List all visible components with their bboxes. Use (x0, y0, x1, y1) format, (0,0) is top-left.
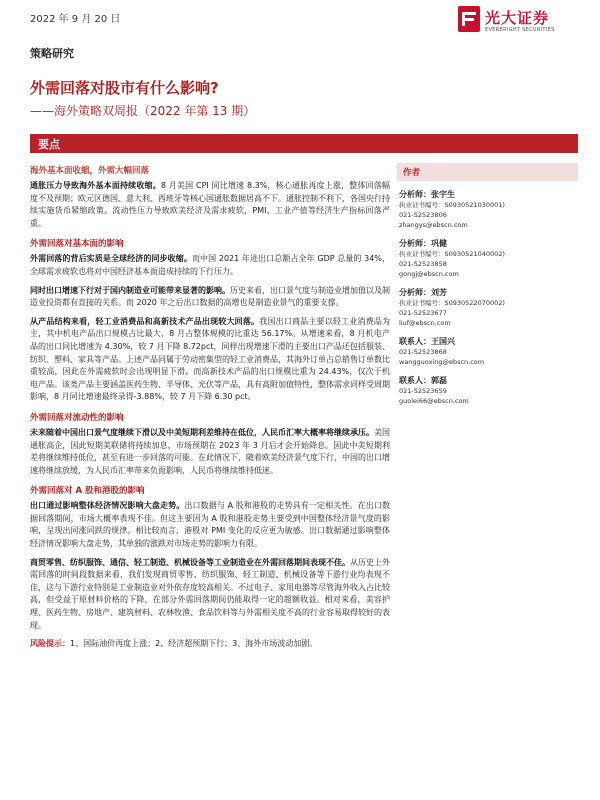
main-content (30, 163, 390, 650)
paragraph-lead: 未来随着中国出口景气度继续下滑以及中美短期利差维持在低位，人民币汇率大概率将继续承压。 (30, 427, 374, 437)
paragraph-body: 历史来看，出口景气度与制造业增加值以及制造业投资都有直接的关系。而 2020 年之后出口数据的高增也是制造业景气的重要支撑。 (30, 285, 390, 308)
section-heading: 外需回落对 A 股和港股的影响 (30, 486, 145, 497)
report-date: 2022 年 9 月 20 日 (30, 14, 121, 25)
analyst-cert: 执业证书编号：S0930521030001) (399, 201, 505, 209)
analyst-phone: 021-52523677 (399, 309, 447, 317)
analyst-cert: 执业证书编号：S0930521040002) (399, 250, 505, 258)
report-category: 策略研究 (30, 47, 74, 60)
sidebar-heading: 作者 (397, 163, 578, 181)
paragraph (30, 285, 390, 310)
brand-logo (458, 6, 578, 38)
everbright-logo-icon (458, 6, 480, 32)
report-title: 外需回落对股市有什么影响? (30, 79, 219, 97)
risk-label: 风险提示： (30, 639, 70, 649)
author-sidebar (397, 163, 578, 406)
report-subtitle: ——海外策略双周报（2022 年第 13 期） (30, 104, 256, 118)
logo-text-cn: 光大证券 (485, 9, 550, 27)
paragraph-lead: 同时出口增速下行对于国内制造业可能带来显著的影响。 (30, 285, 230, 295)
analyst-name: 分析师：巩健 (399, 239, 447, 248)
analyst-card (397, 238, 578, 279)
section-heading: 海外基本面收缩，外需大幅回落 (30, 166, 150, 176)
section-heading: 外需回落对流动性的影响 (30, 412, 124, 423)
paragraph (30, 253, 390, 278)
contact-email[interactable]: wangguoxing@ebscn.com (399, 358, 485, 366)
risk-warning (30, 638, 390, 650)
analyst-cert: 执业证书编号：S0930522070002) (399, 299, 505, 307)
section-bar (30, 134, 578, 153)
paragraph-body: 我国出口商品主要以轻工业消费品为主，其中机电产品出口规模占比最大，8 月占整体规模的比重达 56.17%。从增速来看，8 月机电产品的出口同比增速为 4.30%，较 7 月下降 8.72pct，同样出现增速下滑的主要出口产品还包括服装、纺织、塑料、家具等产品。上述产品同属于劳动密集型的轻工业消费品，其海外订单占总销售订单数比重较高，因此在外需疲软时会出现明显下滑。而高新技术产品的出口规模比重为 24.43%，仅次于机电产品。该类产品主要涵盖医药生物、半导体、光伏等产品，具有高附加值特性，整体需求同样受周期影响，8 月同比增速最终录得-3.88%，较 7 月下降 6.30 pct。 (30, 316, 391, 402)
paragraph-body: 出口数据与 A 股和港股的走势具有一定相关性。在出口数据回落期间，市场大概率表现不佳。但这主要因为 A 股和港股走势主要受到中国整体经济景气度的影响，呈现出同涨同跌的规律。相比较而言，港股对 PMI 变化的反应更为敏感。出口数据通过影响整体经济情况影响大盘走势，其单独的涨跌对市场走势的影响力有限。 (30, 501, 391, 549)
analyst-card (397, 189, 578, 230)
paragraph-lead: 从产品结构来看，轻工业消费品和高新技术产品出现较大回落。 (30, 316, 260, 326)
analyst-name: 分析师：刘芳 (399, 288, 447, 297)
analyst-email[interactable]: liuf@ebscn.com (399, 319, 451, 327)
contact-phone: 021-52523868 (399, 348, 447, 356)
risk-text: 1、国际油价再度上涨；2、经济超预期下行；3、海外市场波动加剧。 (70, 639, 318, 649)
contact-phone: 021-52523659 (399, 387, 447, 395)
paragraph-lead: 外需回落的背后实质是全球经济的同步收缩。 (30, 254, 192, 264)
paragraph-body: 美国通胀高企，因此短期美联储将持续加息，市场预期在 2023 年 3 月后才会开始降息。因此中美短期利差将继续维持低位，甚至有进一步回落的可能。在此情况下，随着欧美经济景气度下行，中国的出口增速将继续放缓，为人民币汇率带来负面影响，人民币将继续维持低迷。 (30, 427, 390, 475)
paragraph (30, 500, 390, 550)
paragraph (30, 316, 390, 404)
paragraph-body: 从历史上外需回落的时间段数据来看，我们发现商贸零售、纺织服饰、轻工制造、机械设备等下游行业均表现不佳，这与下游行业特别是工业制造业对外依存度较高相关。不过电子、家用电器等尽管海外收入占比较高，但受益于原材料价格的下降，在部分外需回落期间仍能取得一定的超额收益。相对来看，美容护理、医药生物、房地产、建筑材料、农林牧渔、食品饮料等与外需相关度不高的行业容易取得较好的表现。 (30, 557, 390, 630)
paragraph (30, 427, 390, 477)
analyst-phone: 021-52523806 (399, 211, 447, 219)
analyst-email[interactable]: zhangys@ebscn.com (399, 221, 468, 229)
paragraph-lead: 出口通过影响整体经济情况影响大盘走势。 (30, 501, 185, 511)
paragraph-lead: 通胀压力导致海外基本面持续收缩。 (30, 181, 161, 190)
logo-text-en: EVERBRIGHT SECURITIES (485, 27, 555, 33)
contact-card (397, 375, 578, 406)
paragraph (30, 180, 390, 230)
analyst-phone: 021-52523858 (399, 260, 447, 268)
contact-name: 联系人：郭磊 (399, 376, 447, 385)
section-bar-label: 要点 (38, 138, 60, 151)
contact-email[interactable]: guolei66@ebscn.com (399, 397, 469, 405)
paragraph (30, 557, 390, 633)
paragraph-lead: 商贸零售、纺织服饰、通信、轻工制造、机械设备等工业制造业在外需回落期间表现不佳。 (30, 557, 350, 567)
paragraph-body: 8 月美国 CPI 同比增速 8.3%，核心通胀再度上涨，整体回落幅度不及预期；欧元区德国、意大利、西班牙等核心国通胀数据居高不下。通胀控制不利下，各国央行持续实施货币紧缩政策。流动性压力导致欧美经济及需求疲软，PMI、工业产值等经济生产指标回落严重。 (30, 181, 391, 228)
analyst-email[interactable]: gongj@ebscn.com (399, 270, 459, 278)
contact-name: 联系人：王国兴 (399, 337, 455, 346)
contact-card (397, 336, 578, 367)
analyst-card (397, 287, 578, 328)
analyst-name: 分析师：张宇生 (399, 190, 455, 199)
paragraph-body: 而中国 2021 年进出口总额占全年 GDP 总量的 34%，全球需求疲软也将对中国经济基本面造成持续的下行压力。 (30, 254, 390, 276)
section-heading: 外需回落对基本面的影响 (30, 239, 124, 250)
